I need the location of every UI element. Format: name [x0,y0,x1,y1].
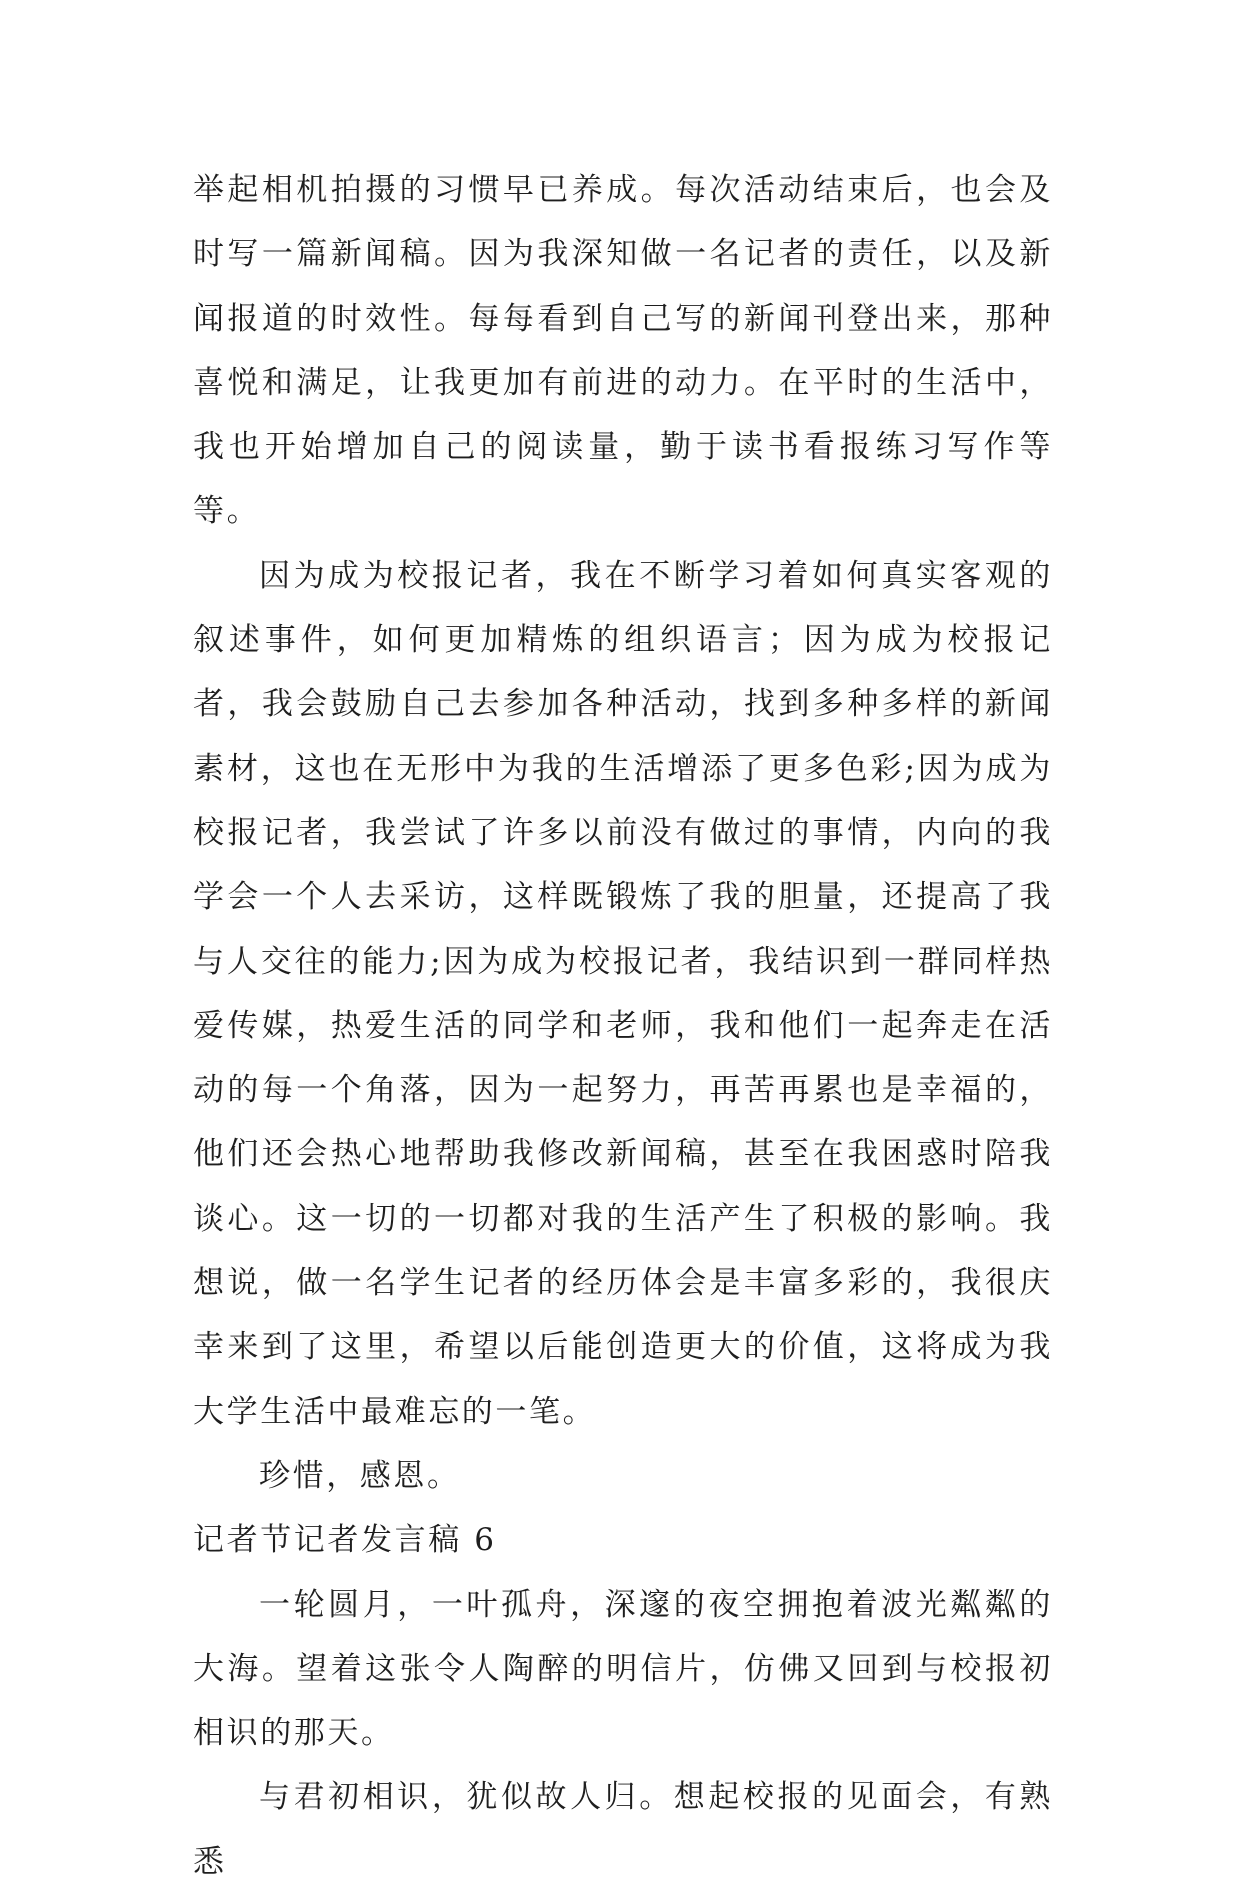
paragraph-closing: 珍惜，感恩。 [259,1457,461,1494]
paragraph-moon-boat: 一轮圆月，一叶孤舟，深邃的夜空拥抱着波光粼粼的大海。望着这张令人陶醉的明信片，仿佛又回到与校报初相识的那天。 [193,1586,1053,1752]
paragraph-continuation: 举起相机拍摄的习惯早已养成。每次活动结束后，也会及时写一篇新闻稿。因为我深知做一名记者的责任，以及新闻报道的时效性。每每看到自己写的新闻刊登出来，那种喜悦和满足，让我更加有前进的动力。在平时的生活中，我也开始增加自己的阅读量，勤于读书看报练习写作等等。 [193,172,1053,530]
paragraph-reporter-experience: 因为成为校报记者，我在不断学习着如何真实客观的叙述事件，如何更加精炼的组织语言；因为成为校报记者，我会鼓励自己去参加各种活动，找到多种多样的新闻素材，这也在无形中为我的生活增添了更多色彩;因为成为校报记者，我尝试了许多以前没有做过的事情，内向的我学会一个人去采访，这样既锻炼了我的胆量，还提高了我与人交往的能力;因为成为校报记者，我结识到一群同样热爱传媒，热爱生活的同学和老师，我和他们一起奔走在活动的每一个角落，因为一起努力，再苦再累也是幸福的，他们还会热心地帮助我修改新闻稿，甚至在我困惑时陪我谈心。这一切的一切都对我的生活产生了积极的影响。我想说，做一名学生记者的经历体会是丰富多彩的，我很庆幸来到了这里，希望以后能创造更大的价值，这将成为我大学生活中最难忘的一笔。 [193,557,1053,1430]
section-heading: 记者节记者发言稿 6 [193,1522,497,1559]
document-body [193,158,1053,1894]
paragraph-first-meeting: 与君初相识，犹似故人归。想起校报的见面会，有熟悉 [193,1779,1053,1880]
